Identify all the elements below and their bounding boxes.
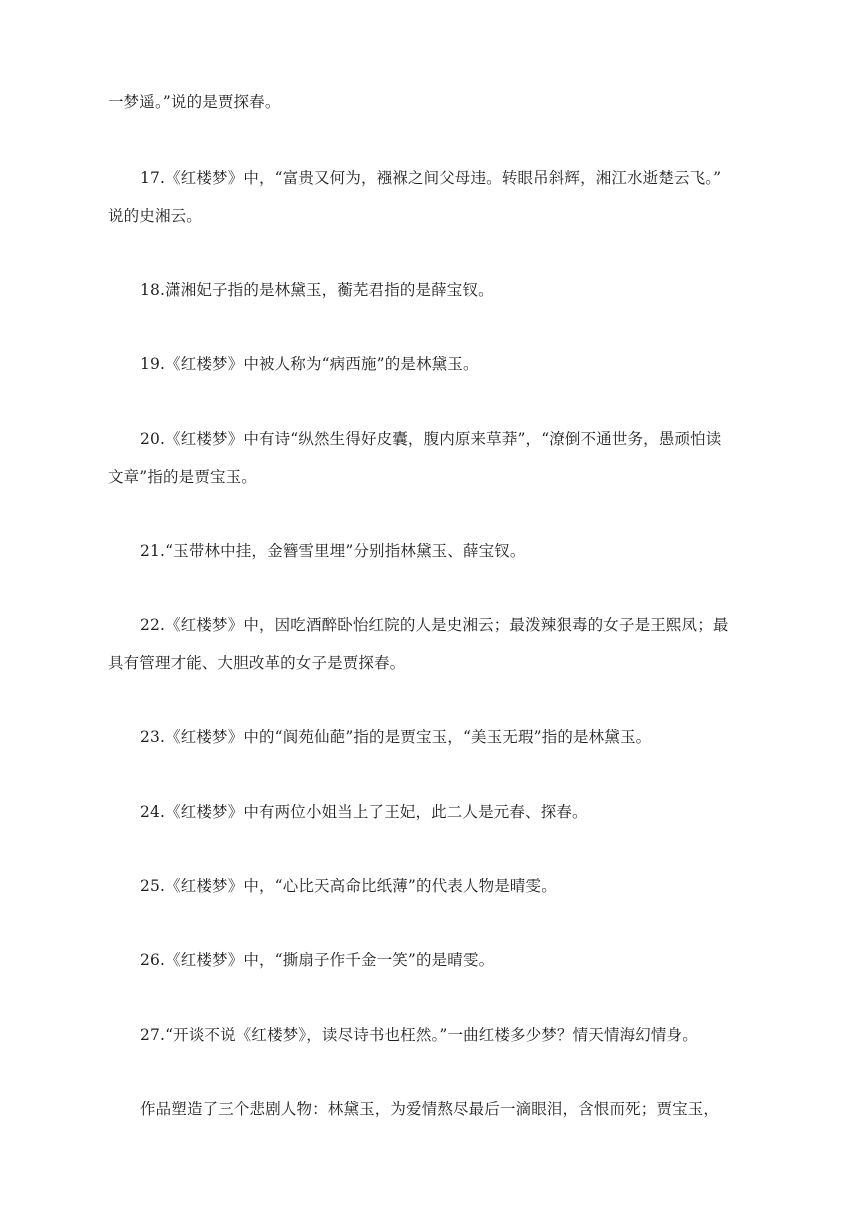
paragraph-line: 23.《红楼梦》中的“阆苑仙葩”指的是贾宝玉，“美玉无瑕”指的是林黛玉。 [140,728,652,746]
paragraph-line: 20.《红楼梦》中有诗“纵然生得好皮囊，腹内原来草莽”，“潦倒不通世务，愚顽怕读 [140,430,722,448]
paragraph-line: 文章”指的是贾宝玉。 [108,468,257,486]
paragraph-line: 22.《红楼梦》中，因吃酒醉卧怡红院的人是史湘云；最泼辣狠毒的女子是王熙凤；最 [140,616,729,634]
paragraph-line: 24.《红楼梦》中有两位小姐当上了王妃，此二人是元春、探春。 [140,803,588,821]
paragraph-line: 25.《红楼梦》中，“心比天高命比纸薄”的代表人物是晴雯。 [140,877,557,895]
paragraph-line: 作品塑造了三个悲剧人物：林黛玉，为爱情熬尽最后一滴眼泪，含恨而死；贾宝玉， [140,1100,720,1118]
paragraph-line: 说的史湘云。 [108,207,202,225]
paragraph-line: 19.《红楼梦》中被人称为“病西施”的是林黛玉。 [140,355,479,373]
paragraph-line: 18.潇湘妃子指的是林黛玉，蘅芜君指的是薛宝钗。 [140,281,494,299]
paragraph-line: 21.“玉带林中挂，金簪雪里埋”分别指林黛玉、薛宝钗。 [140,542,526,560]
paragraph-line: 27.“开谈不说《红楼梦》，读尽诗书也枉然。”一曲红楼多少梦？情天情海幻情身。 [140,1026,698,1044]
paragraph-line: 17.《红楼梦》中，“富贵又何为，襁褓之间父母违。转眼吊斜辉，湘江水逝楚云飞。” [140,169,722,187]
paragraph-line: 26.《红楼梦》中，“撕扇子作千金一笑”的是晴雯。 [140,951,495,969]
paragraph-line: 一梦遥。”说的是贾探春。 [108,93,281,111]
paragraph-line: 具有管理才能、大胆改革的女子是贾探春。 [108,654,406,672]
